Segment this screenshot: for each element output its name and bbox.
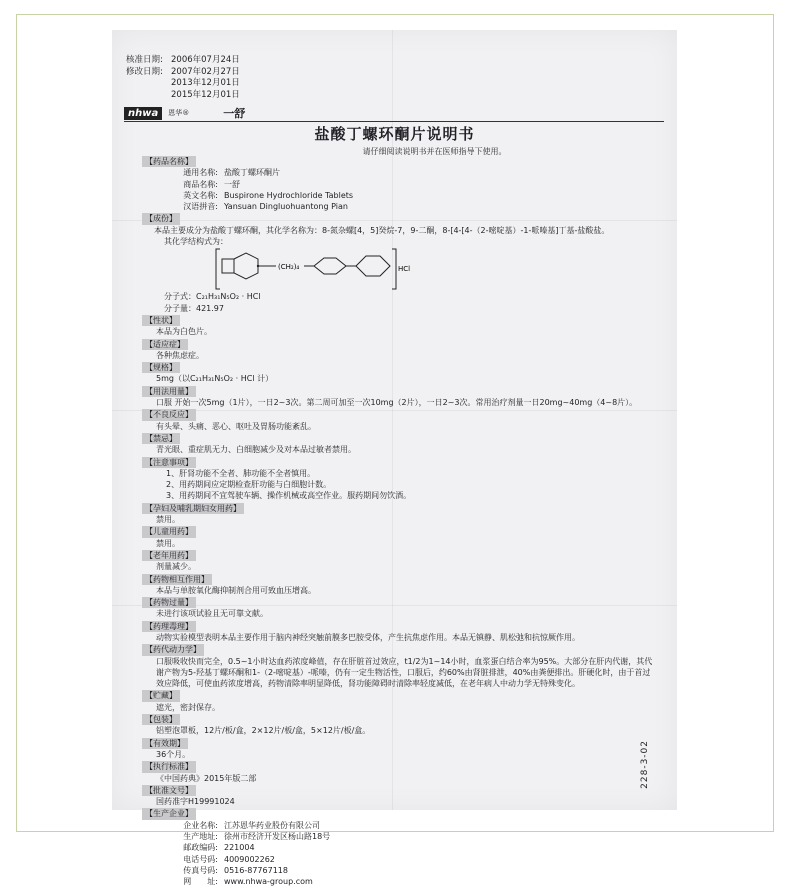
phone-number: 4009002262: [224, 854, 275, 864]
section-text: 遮光，密封保存。: [156, 702, 220, 712]
section-text: 有头晕、头痛、恶心、呕吐及胃肠功能紊乱。: [156, 421, 316, 431]
structure-diagram: [214, 247, 514, 291]
section-text: 3、用药期间不宜驾驶车辆、操作机械或高空作业。服药期间勿饮酒。: [166, 491, 412, 501]
revision-label: [126, 78, 171, 90]
product-mark: 一舒: [223, 107, 246, 120]
composition-text: 本品主要成分为盐酸丁螺环酮，其化学名称为：8-氮杂螺[4，5]癸烷-7，9-二酮，8-[4-[4-（2-嘧啶基）-1-哌嗪基]丁基-盐酸盐。: [154, 225, 610, 235]
section-header: 【适应症】: [142, 339, 188, 350]
leaflet-body: [142, 155, 657, 888]
chain-label: (CH₂)₄: [278, 263, 300, 272]
section-text: 禁用。: [156, 515, 180, 525]
section-header: 【药物相互作用】: [142, 574, 212, 585]
approval-dates: [126, 55, 240, 101]
section-text: 36个月。: [156, 749, 191, 759]
section-header: 【规格】: [142, 362, 180, 373]
approval-date: 2006年07月24日: [171, 55, 240, 65]
field-label: 英文名称:: [183, 190, 218, 200]
section-text: 口服 开始一次5mg（1片），一日2~3次。第二周可加至一次10mg（2片），一日2~3次。常用治疗剂量一日20mg~40mg（4~8片）。: [156, 398, 638, 408]
approval-label: 核准日期:: [126, 55, 163, 65]
header-rule: [124, 121, 664, 122]
section-text: 铝塑泡罩板，12片/板/盒，2×12片/板/盒，5×12片/板/盒。: [156, 726, 371, 736]
section-header: 【药物过量】: [142, 597, 196, 608]
section-text: 2、用药期间应定期检查肝功能与白细胞计数。: [166, 480, 332, 490]
field-label: 电话号码:: [183, 854, 218, 864]
section-text: 禁用。: [156, 538, 180, 548]
brand-header: [124, 105, 245, 121]
section-header: 【有效期】: [142, 738, 188, 749]
section-header: 【药代动力学】: [142, 644, 204, 655]
section-header: 【药品名称】: [142, 156, 196, 167]
section-header: 【药理毒理】: [142, 621, 196, 632]
section-header: 【成份】: [142, 213, 180, 224]
section-header: 【批准文号】: [142, 785, 196, 796]
revision-date: 2015年12月01日: [171, 89, 240, 100]
field-label: 商品名称:: [183, 179, 218, 189]
section-header: 【儿童用药】: [142, 526, 196, 537]
section-header: 【老年用药】: [142, 550, 196, 561]
revision-label: [126, 90, 171, 102]
revision-label: 修改日期:: [126, 66, 163, 77]
section-header: 【性状】: [142, 315, 180, 326]
hcl-label: HCl: [398, 265, 411, 274]
section-text: 《中国药典》2015年版二部: [156, 773, 257, 783]
print-code: 228-3-02: [640, 740, 650, 789]
section-header: 【不良反应】: [142, 409, 196, 420]
section-header: 【包装】: [142, 714, 180, 725]
insert-leaflet: [112, 30, 677, 887]
field-label: 通用名称:: [183, 168, 218, 178]
section-text: 各种焦虑症。: [156, 350, 204, 360]
field-value: Yansuan Dingluohuantong Pian: [224, 202, 348, 212]
company-name: 江苏恩华药业股份有限公司: [224, 820, 320, 830]
chemical-structure: [142, 247, 657, 291]
field-label: 邮政编码:: [183, 843, 218, 853]
field-label: 传真号码:: [183, 865, 218, 875]
fax-number: 0516-87767118: [224, 865, 288, 875]
section-text: 本品为白色片。: [156, 327, 212, 337]
section-text: 本品与单胺氧化酶抑制剂合用可致血压增高。: [156, 585, 316, 595]
molecular-formula: 分子式：C₂₁H₃₁N₅O₂ · HCl: [164, 292, 261, 302]
postal-code: 221004: [224, 843, 255, 853]
field-label: 生产地址:: [183, 832, 218, 842]
field-value: 盐酸丁螺环酮片: [224, 168, 280, 178]
company-address: 徐州市经济开发区杨山路18号: [224, 832, 331, 842]
section-text: 动物实验模型表明本品主要作用于脑内神经突触前膜多巴胺受体，产生抗焦虑作用。本品无镇静、肌松弛和抗惊厥作用。: [156, 632, 580, 642]
section-text: 未进行该项试验且无可靠文献。: [156, 609, 268, 619]
section-text: 剂量减少。: [156, 562, 196, 572]
field-value: Buspirone Hydrochloride Tablets: [224, 190, 354, 200]
revision-date: 2013年12月01日: [171, 78, 240, 88]
revision-date: 2007年02月27日: [171, 66, 240, 77]
section-header: 【孕妇及哺乳期妇女用药】: [142, 503, 244, 514]
section-header: 【执行标准】: [142, 761, 196, 772]
structure-label: 其化学结构式为：: [164, 237, 228, 247]
section-text: 国药准字H19991024: [156, 797, 235, 807]
field-label: 网 址:: [183, 877, 218, 887]
section-text: 1、肝肾功能不全者、肺功能不全者慎用。: [166, 468, 316, 478]
field-value: 一舒: [224, 179, 240, 189]
section-header: 【注意事项】: [142, 457, 196, 468]
section-header: 【贮藏】: [142, 690, 180, 701]
document-title: 盐酸丁螺环酮片说明书: [314, 125, 475, 143]
section-text: 5mg（以C₂₁H₃₁N₅O₂ · HCl 计）: [156, 374, 274, 384]
section-text: 口服吸收快而完全，0.5~1小时达血药浓度峰值，存在肝脏首过效应，t1/2为1~14小时，血浆蛋白结合率为95%。大部分在肝内代谢，其代谢产物为5-羟基丁螺环酮和1-（2-嘧啶基）-哌嗪，仍有一定生物活性，口服后，约60%由肾脏排泄，40%由粪便排出。肝硬化时，由于首过效应降低，可使血药浓度增高，药物清除率明显降低，肾功能障碍时清除率轻度减低，在老年病人中动力学无特殊变化。: [156, 656, 653, 689]
field-label: 汉语拼音:: [183, 202, 218, 212]
logo-subtext: 恩华®: [168, 109, 190, 117]
document-subtitle: 请仔细阅读说明书并在医师指导下使用。: [362, 147, 507, 156]
section-text: 青光眼、重症肌无力、白细胞减少及对本品过敏者禁用。: [156, 445, 356, 455]
molecular-weight: 分子量：421.97: [164, 303, 224, 313]
label-sections: [142, 315, 657, 807]
section-header: 【生产企业】: [142, 808, 196, 819]
section-header: 【禁忌】: [142, 433, 180, 444]
website: www.nhwa-group.com: [224, 877, 313, 887]
section-header: 【用法用量】: [142, 386, 196, 397]
field-label: 企业名称:: [183, 820, 218, 830]
nhwa-logo: nhwa: [124, 107, 162, 120]
